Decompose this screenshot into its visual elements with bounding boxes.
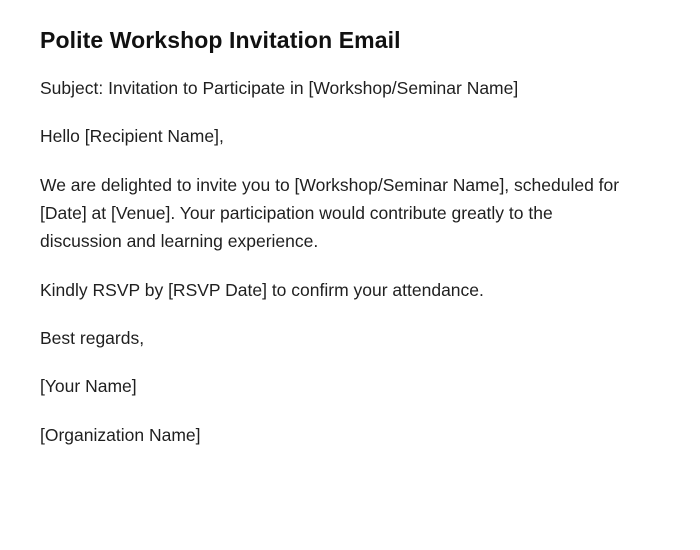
sender-name: [Your Name]	[40, 376, 137, 397]
salutation: Hello [Recipient Name],	[40, 126, 224, 147]
subject-line: Subject: Invitation to Participate in [Workshop/Seminar Name]	[40, 77, 519, 98]
organization-name: [Organization Name]	[40, 424, 201, 445]
body-paragraph: We are delighted to invite you to [Workshop/Seminar Name], scheduled for [Date] at [Venue]. Your participation would contribute greatly to the discussion and learning experience.	[40, 174, 620, 252]
rsvp-paragraph: Kindly RSVP by [RSVP Date] to confirm your attendance.	[40, 279, 484, 300]
closing-line: Best regards,	[40, 327, 145, 348]
page-title: Polite Workshop Invitation Email	[40, 27, 401, 53]
